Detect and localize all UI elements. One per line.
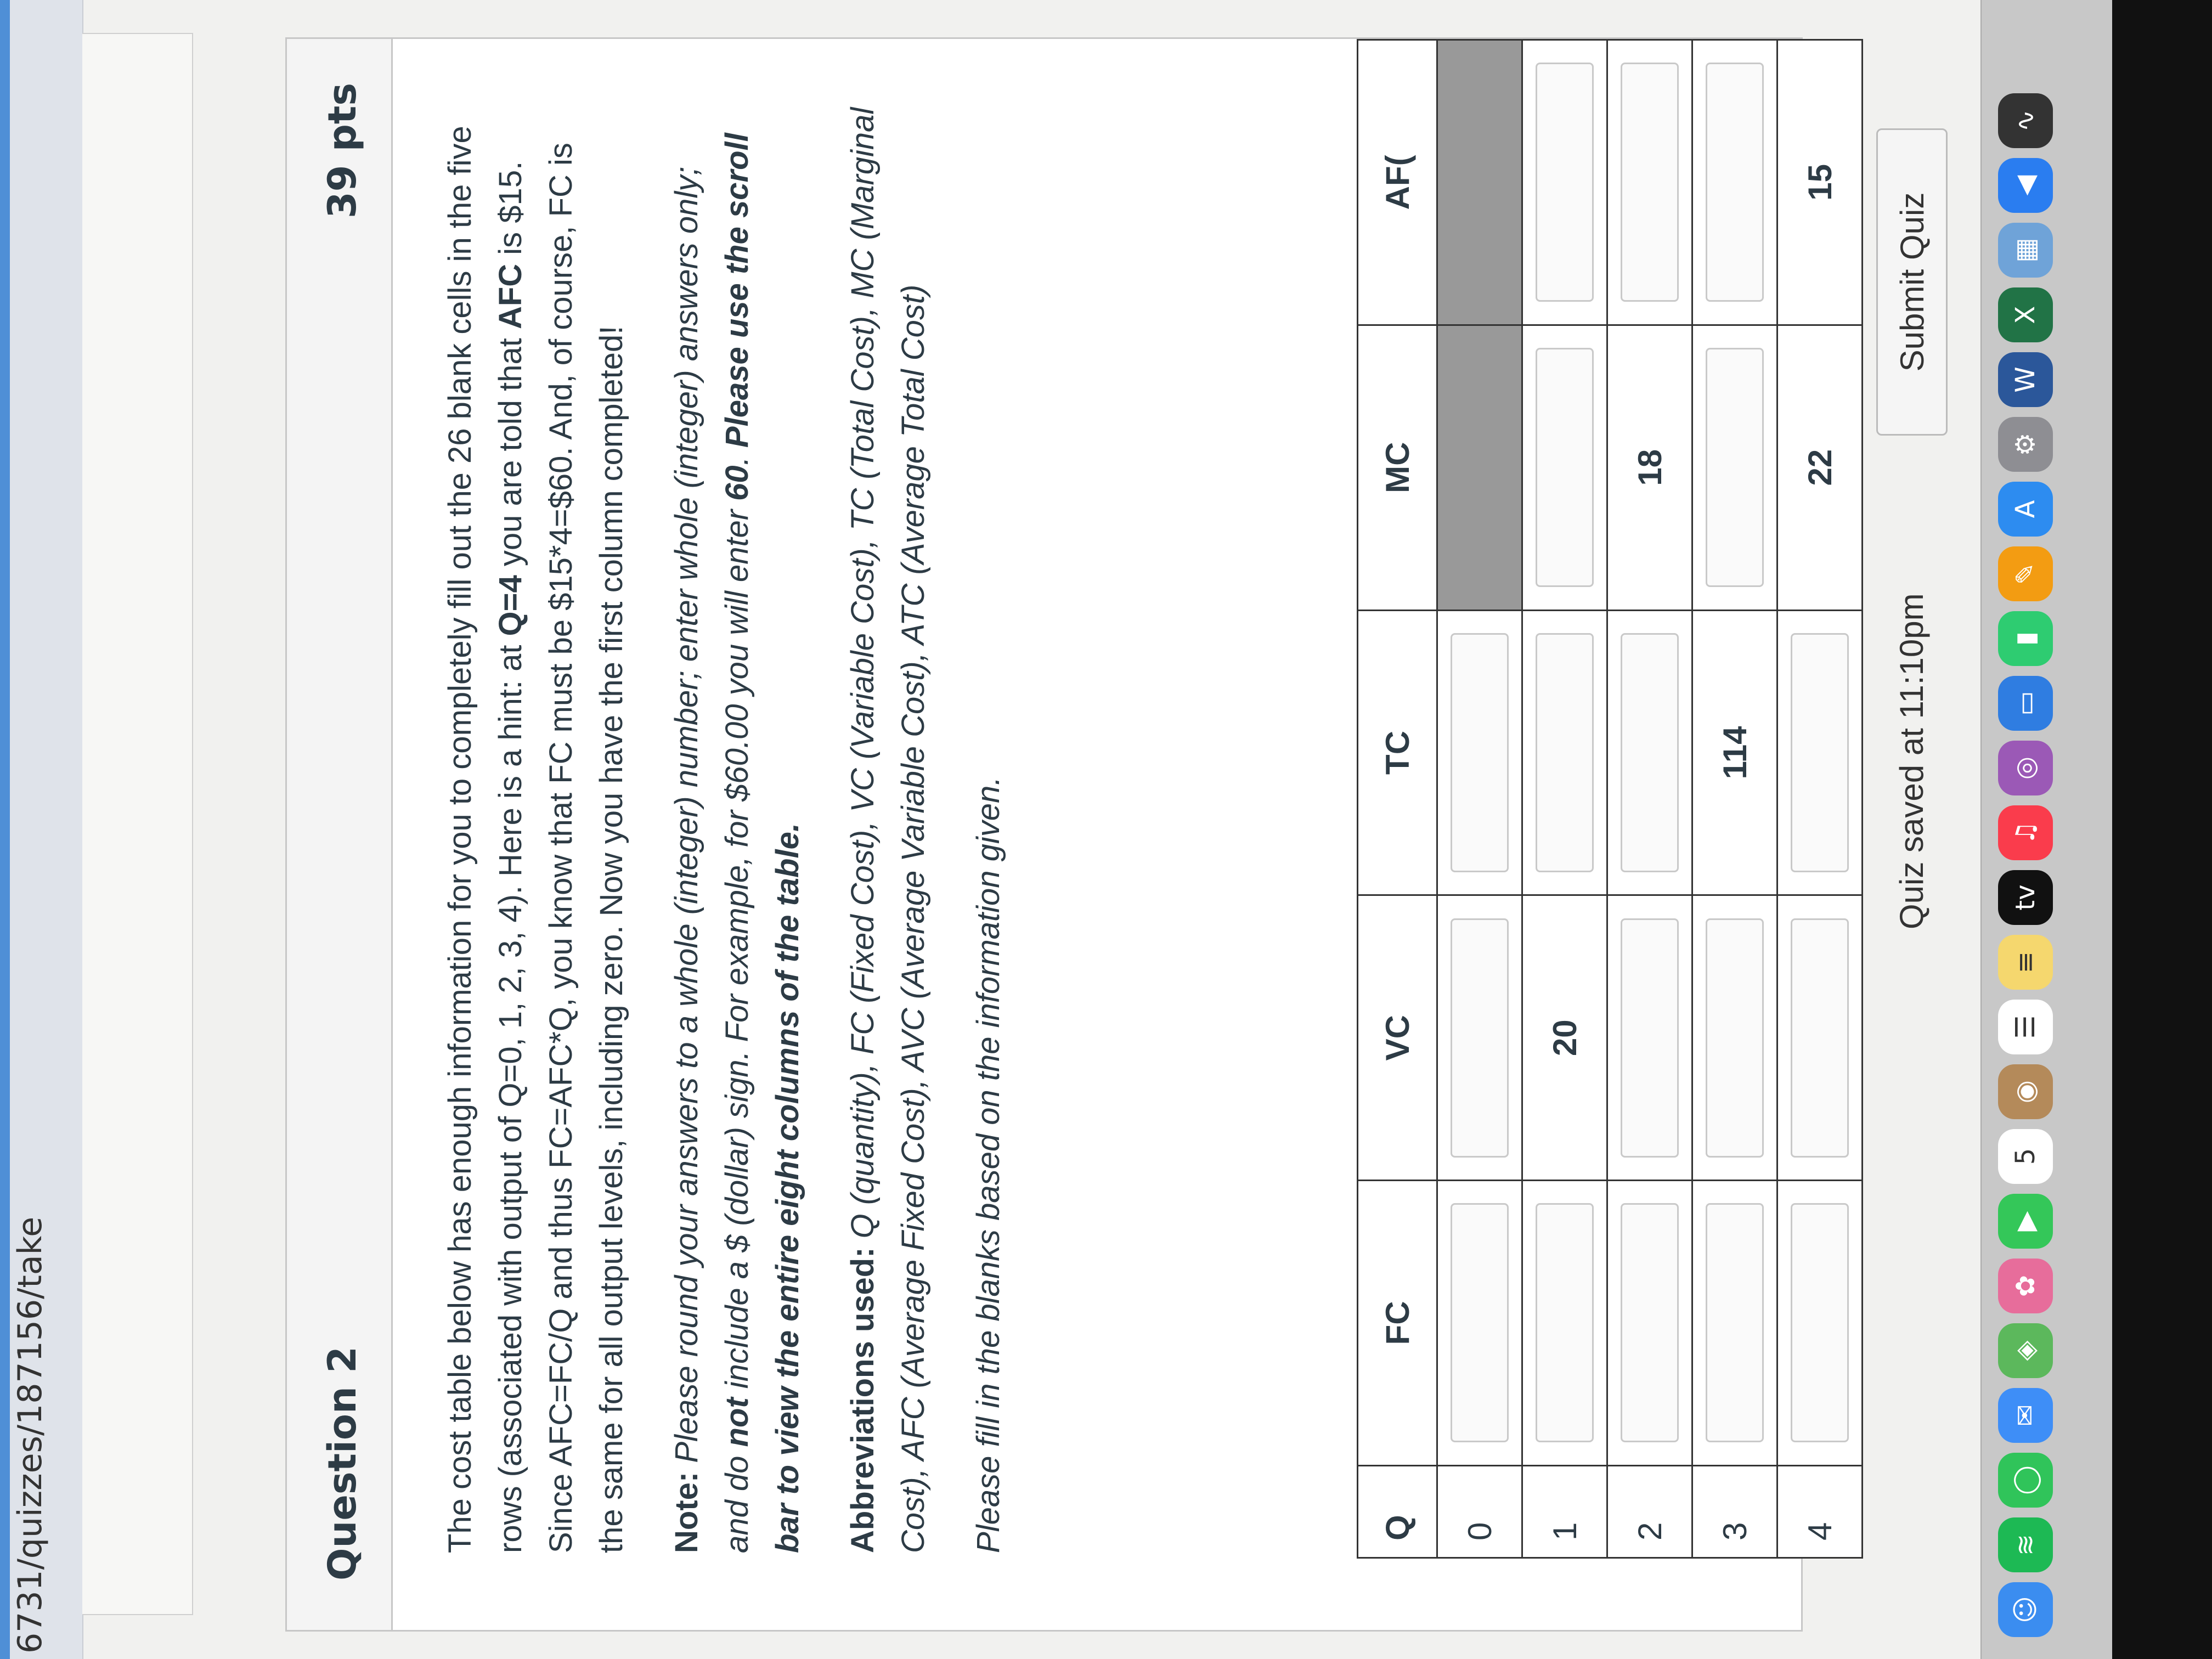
vc-cell[interactable] <box>1437 895 1522 1181</box>
submit-quiz-button[interactable]: Submit Quiz <box>1876 128 1948 436</box>
col-header-tc: TC <box>1358 610 1437 895</box>
col-header-afc: AF( <box>1358 40 1437 325</box>
answer-input[interactable] <box>1621 918 1679 1158</box>
vc-cell[interactable] <box>1692 895 1778 1181</box>
table-row <box>1778 40 1863 1558</box>
answer-input[interactable] <box>1706 918 1764 1158</box>
afc-cell[interactable] <box>1692 40 1778 325</box>
calendar-icon[interactable]: 5 <box>1998 1129 2053 1184</box>
answer-input[interactable] <box>1536 633 1594 872</box>
mail-icon[interactable]: ✉ <box>1998 1388 2053 1443</box>
answer-input[interactable] <box>1536 1203 1594 1442</box>
fc-cell[interactable] <box>1778 1181 1863 1466</box>
messages-icon[interactable]: ◯ <box>1998 1453 2053 1508</box>
hint-paragraph <box>435 105 637 1553</box>
tc-cell[interactable] <box>1607 610 1692 895</box>
answer-input[interactable] <box>1536 348 1594 587</box>
answer-input[interactable] <box>1621 63 1679 302</box>
question-title: Question 2 <box>320 1346 365 1581</box>
word-icon[interactable]: W <box>1998 352 2053 407</box>
url-bar[interactable]: 6731/quizzes/187156/take <box>11 1216 49 1654</box>
hint-afc: AFC <box>493 263 528 330</box>
vc-cell[interactable] <box>1607 895 1692 1181</box>
mc-cell[interactable] <box>1522 325 1607 610</box>
fc-cell[interactable] <box>1607 1181 1692 1466</box>
question-header <box>287 39 393 1630</box>
pages-icon[interactable]: ✎ <box>1998 546 2053 601</box>
table-row <box>1437 40 1522 1558</box>
afc-cell[interactable] <box>1522 40 1607 325</box>
contacts-icon[interactable]: ◉ <box>1998 1064 2053 1119</box>
mc-cell[interactable] <box>1692 325 1778 610</box>
table-row <box>1522 40 1607 1558</box>
answer-input[interactable] <box>1536 63 1594 302</box>
answer-input[interactable] <box>1621 633 1679 872</box>
col-header-q: Q <box>1358 1465 1437 1558</box>
answer-input[interactable] <box>1451 633 1509 872</box>
answer-input[interactable] <box>1706 348 1764 587</box>
note-text: . <box>719 448 755 466</box>
table-row <box>1607 40 1692 1558</box>
afc-cell-na <box>1437 40 1522 325</box>
answer-input[interactable] <box>1791 918 1849 1158</box>
instruction-text: Please fill in the blanks based on the information given. <box>970 776 1006 1553</box>
fc-cell[interactable] <box>1692 1181 1778 1466</box>
note-text: Please round your answers to a whole (integer) number; enter whole (integer) answers only; and do <box>669 166 755 1553</box>
answer-input[interactable] <box>1451 1203 1509 1442</box>
quiz-footer <box>1876 41 1942 1610</box>
settings-icon[interactable]: ⚙ <box>1998 417 2053 472</box>
cost-table <box>1357 39 1863 1559</box>
tc-cell[interactable] <box>1778 610 1863 895</box>
answer-input[interactable] <box>1706 1203 1764 1442</box>
note-not: not <box>719 1397 755 1447</box>
excel-icon[interactable]: X <box>1998 287 2053 342</box>
finder-icon[interactable]: ☺ <box>1998 1582 2053 1637</box>
answer-input[interactable] <box>1621 1203 1679 1442</box>
answer-input[interactable] <box>1451 918 1509 1158</box>
facetime-icon[interactable]: ▶ <box>1998 1194 2053 1249</box>
table-row <box>1692 40 1778 1558</box>
activitymonitor-icon[interactable]: ∿ <box>1998 93 2053 148</box>
quiz-saved-status: Quiz saved at 11:10pm <box>1893 593 1930 929</box>
maps-icon[interactable]: ◈ <box>1998 1323 2053 1378</box>
mc-cell-na <box>1437 325 1522 610</box>
q-cell: 0 <box>1437 1465 1522 1558</box>
fc-cell[interactable] <box>1522 1181 1607 1466</box>
abbreviations-label: Abbreviations used: <box>845 1247 881 1553</box>
photos-icon[interactable]: ✿ <box>1998 1259 2053 1313</box>
col-header-fc: FC <box>1358 1181 1437 1466</box>
hint-text: The cost table below has enough information for you to completely fill out the 26 blank cells in the five rows (associated with output of Q=0, 1, 2, 3, 4). Here is a hint: at <box>442 126 528 1553</box>
answer-input[interactable] <box>1791 1203 1849 1442</box>
q-cell: 1 <box>1522 1465 1607 1558</box>
notes-icon[interactable]: ≡ <box>1998 935 2053 990</box>
abbreviations-paragraph <box>838 105 939 1553</box>
podcasts-icon[interactable]: ◎ <box>1998 741 2053 795</box>
hint-text: is $15. Since AFC=FC/Q and thus FC=AFC*Q, you know that FC must be $15*4=$60. And, of course, FC is the same for all output levels, including zero. Now you have the first column completed! <box>493 143 629 1553</box>
note-label: Note: <box>669 1471 704 1553</box>
vc-cell: 20 <box>1522 895 1607 1181</box>
preview-icon[interactable]: ▦ <box>1998 223 2053 278</box>
afc-cell: 15 <box>1778 40 1863 325</box>
fc-cell[interactable] <box>1437 1181 1522 1466</box>
col-header-vc: VC <box>1358 895 1437 1181</box>
reminders-icon[interactable]: ☰ <box>1998 1000 2053 1054</box>
note-sixty: 60 <box>719 465 755 501</box>
keynote-icon[interactable]: ▭ <box>1998 676 2053 731</box>
hint-q4: Q=4 <box>493 575 528 636</box>
music-icon[interactable]: ♫ <box>1998 805 2053 860</box>
screen-bezel <box>2112 0 2212 1659</box>
abbreviations-text: Q (quantity), FC (Fixed Cost), VC (Variable Cost), TC (Total Cost), MC (Marginal Cost), AFC (Average Fixed Cost), AVC (Average Variable Cost), ATC (Average Total Cost) <box>845 107 931 1553</box>
afc-cell[interactable] <box>1607 40 1692 325</box>
tab-strip[interactable] <box>0 0 10 1659</box>
page-banner <box>82 33 193 1615</box>
browser-toolbar <box>0 0 83 1659</box>
col-header-mc: MC <box>1358 325 1437 610</box>
appstore-icon[interactable]: A <box>1998 482 2053 537</box>
numbers-icon[interactable]: ▮ <box>1998 611 2053 666</box>
instruction-paragraph <box>963 105 1014 1553</box>
hint-text: you are told that <box>493 329 528 575</box>
mc-cell: 22 <box>1778 325 1863 610</box>
q-cell: 4 <box>1778 1465 1863 1558</box>
tc-cell[interactable] <box>1437 610 1522 895</box>
table-header-row <box>1358 40 1437 1558</box>
tc-cell: 114 <box>1692 610 1778 895</box>
answer-input[interactable] <box>1706 63 1764 302</box>
answer-input[interactable] <box>1791 633 1849 872</box>
appletv-icon[interactable]: tv <box>1998 870 2053 925</box>
mc-cell: 18 <box>1607 325 1692 610</box>
spotify-icon[interactable]: ≋ <box>1998 1517 2053 1572</box>
question-card <box>285 37 1838 1632</box>
question-points: 39 pts <box>320 83 365 219</box>
tc-cell[interactable] <box>1522 610 1607 895</box>
vc-cell[interactable] <box>1778 895 1863 1181</box>
macos-dock <box>1980 0 2113 1659</box>
q-cell: 2 <box>1607 1465 1692 1558</box>
note-paragraph <box>662 105 813 1553</box>
q-cell: 3 <box>1692 1465 1778 1558</box>
screenrecord-icon[interactable]: ◀ <box>1998 158 2053 213</box>
question-body <box>435 105 1039 1553</box>
note-text: include a $ (dollar) sign. For example, for $60.00 you will enter <box>719 500 755 1398</box>
note-scroll-instruction: Please use the scroll bar to view the entire eight columns of the table. <box>719 133 805 1553</box>
